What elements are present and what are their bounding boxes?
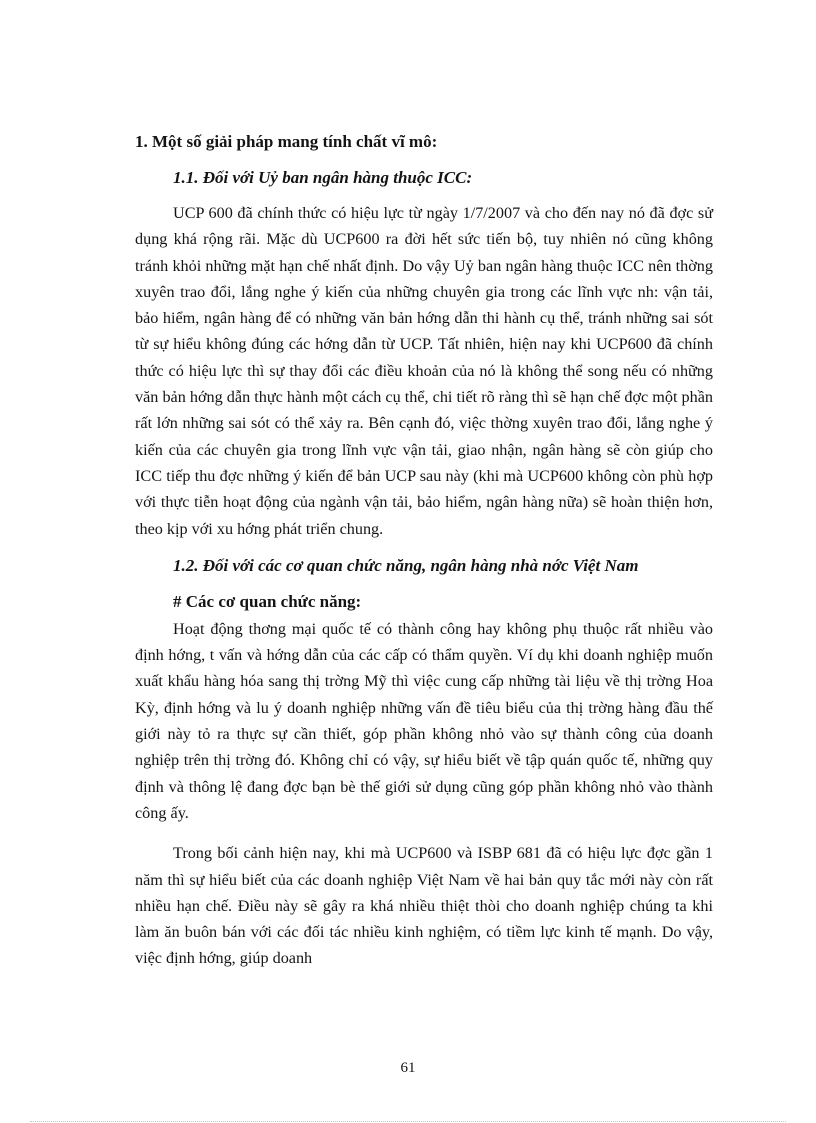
subsection-heading-agencies: 1.2. Đối với các cơ quan chức năng, ngân hàng nhà nớc Việt Nam bbox=[173, 555, 639, 575]
page-border-line bbox=[30, 1121, 786, 1122]
section-heading: 1. Một số giải pháp mang tính chất vĩ mô: bbox=[135, 132, 438, 151]
paragraph-trade: Hoạt động thơng mại quốc tế có thành công hay không phụ thuộc rất nhiều vào định hớng, t vấn và hớng dẫn của các cấp có thẩm quyền. Ví dụ khi doanh nghiệp muốn xuất khẩu hàng hóa sang thị trờng Mỹ thì việc cung cấp những tài liệu về thị trờng Hoa Kỳ, định hớng và lu ý doanh nghiệp những vấn đề tiêu biểu của thị trờng hàng đầu thế giới này tỏ ra thực sự cần thiết, góp phần không nhỏ vào sự thành công của doanh nghiệp trên thị trờng đó. Không chỉ có vậy, sự hiểu biết về tập quán quốc tế, những quy định và thông lệ đang đợc bạn bè thế giới sử dụng cũng góp phần không nhỏ vào thành công ấy. bbox=[135, 619, 713, 822]
agencies-heading: # Các cơ quan chức năng: bbox=[173, 591, 362, 611]
paragraph-context: Trong bối cảnh hiện nay, khi mà UCP600 và ISBP 681 đã có hiệu lực đợc gần 1 năm thì sự hiểu biết của các doanh nghiệp Việt Nam về hai bản quy tắc mới này còn rất nhiều hạn chế. Điều này sẽ gây ra khá nhiều thiệt thòi cho doanh nghiệp chúng ta khi làm ăn buôn bán với các đối tác nhiều kinh nghiệm, có tiềm lực kinh tế mạnh. Do vậy, việc định hớng, giúp doanh bbox=[135, 844, 713, 968]
subsection-heading-icc: 1.1. Đối với Uỷ ban ngân hàng thuộc ICC: bbox=[173, 168, 473, 187]
page-body bbox=[135, 128, 713, 972]
paragraph-icc: UCP 600 đã chính thức có hiệu lực từ ngày 1/7/2007 và cho đến nay nó đã đợc sử dụng khá rộng rãi. Mặc dù UCP600 ra đời hết sức tiến bộ, tuy nhiên nó cũng không tránh khỏi những mặt hạn chế nhất định. Do vậy Uỷ ban ngân hàng thuộc ICC nên thờng xuyên trao đổi, lắng nghe ý kiến của những chuyên gia trong các lĩnh vực nh: vận tải, bảo hiểm, ngân hàng để có những văn bản hớng dẫn thi hành cụ thể, tránh những sai sót từ sự hiểu không đúng các hớng dẫn từ UCP. Tất nhiên, hiện nay khi UCP600 đã chính thức có hiệu lực thì sự thay đổi các điều khoản của nó là không thể song nếu có những văn bản hớng dẫn thực hành một cách cụ thể, chi tiết rõ ràng thì sẽ hạn chế đợc một phần rất lớn những sai sót có thể xảy ra. Bên cạnh đó, việc thờng xuyên trao đổi, lắng nghe ý kiến của các chuyên gia trong lĩnh vực vận tải, giao nhận, ngân hàng sẽ còn giúp cho ICC tiếp thu đợc những ý kiến để bản UCP sau này (khi mà UCP600 không còn phù hợp với thực tiễn hoạt động của ngành vận tải, bảo hiểm, ngân hàng nữa) sẽ hoàn thiện hơn, theo kịp với xu hớng phát triển chung. bbox=[135, 204, 713, 538]
page-number: 61 bbox=[400, 1060, 416, 1076]
